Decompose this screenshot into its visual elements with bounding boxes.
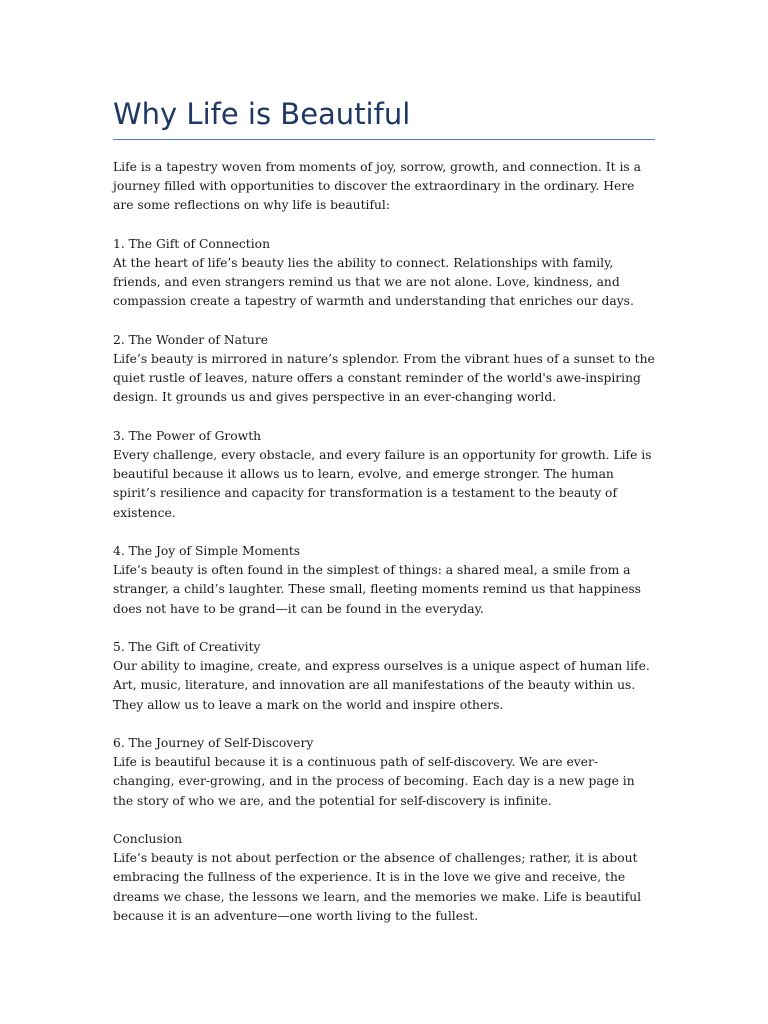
section-heading: 1. The Gift of Connection xyxy=(113,236,270,251)
section-conclusion xyxy=(113,830,658,926)
section-heading: 6. The Journey of Self-Discovery xyxy=(113,736,314,750)
section-body: Life’s beauty is mirrored in nature’s splendor. From the vibrant hues of a sunset to the quiet rustle of leaves, nature offers a constant reminder of the world's awe-inspiring design. It grounds us and gives perspective in an ever-changing world. xyxy=(113,352,655,405)
section-simple-moments xyxy=(113,542,658,619)
section-self-discovery xyxy=(113,734,658,811)
section-connection xyxy=(113,235,658,312)
section-body: Our ability to imagine, create, and express ourselves is a unique aspect of human life. Art, music, literature, and innovation are all manifestations of the beauty within us. They allow us to leave a mark on the world and inspire others. xyxy=(113,659,650,712)
section-body: Life is beautiful because it is a continuous path of self-discovery. We are ever-changing, ever-growing, and in the process of becoming. Each day is a new page in the story of who we are, and the potential for self-discovery is infinite. xyxy=(113,755,635,808)
document-title: Why Life is Beautiful xyxy=(113,97,411,131)
section-growth xyxy=(113,427,658,523)
section-heading: 3. The Power of Growth xyxy=(113,428,262,443)
section-nature xyxy=(113,331,658,408)
section-creativity xyxy=(113,638,658,715)
section-heading: 4. The Joy of Simple Moments xyxy=(113,544,301,558)
section-heading: 2. The Wonder of Nature xyxy=(113,332,268,347)
title-underline-rule xyxy=(113,139,655,140)
section-body: Life’s beauty is not about perfection or the absence of challenges; rather, it is about embracing the fullness of the experience. It is in the love we give and receive, the dreams we chase, the lessons we learn, and the memories we make. Life is beautiful because it is an adventure—one worth living to the fullest. xyxy=(113,851,642,923)
intro-paragraph: Life is a tapestry woven from moments of joy, sorrow, growth, and connection. It is a journey filled with opportunities to discover the extraordinary in the ordinary. Here are some reflections on why life is beautiful: xyxy=(113,160,641,213)
section-body: Life’s beauty is often found in the simplest of things: a shared meal, a smile from a stranger, a child’s laughter. These small, fleeting moments remind us that happiness does not have to be grand—it can be found in the everyday. xyxy=(113,563,641,616)
section-heading: Conclusion xyxy=(113,832,183,846)
section-heading: 5. The Gift of Creativity xyxy=(113,640,261,654)
section-body: At the heart of life’s beauty lies the ability to connect. Relationships with family, friends, and even strangers remind us that we are not alone. Love, kindness, and compassion create a tapestry of warmth and understanding that enriches our days. xyxy=(113,256,634,309)
section-body: Every challenge, every obstacle, and every failure is an opportunity for growth. Life is beautiful because it allows us to learn, evolve, and emerge stronger. The human spirit’s resilience and capacity for transformation is a testament to the beauty of existence. xyxy=(113,448,652,520)
document-body xyxy=(113,158,658,945)
